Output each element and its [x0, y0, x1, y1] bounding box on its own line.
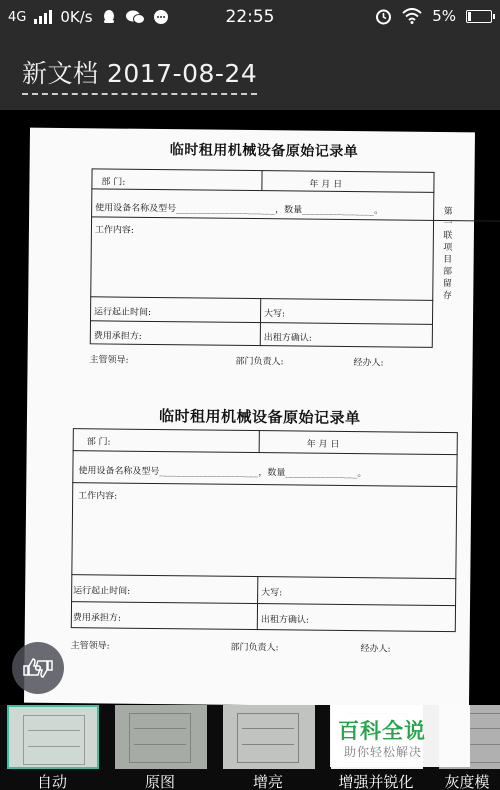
lessor-confirm-field: 出租方确认:: [260, 615, 309, 626]
handler-sign: 经办人:: [360, 644, 391, 655]
filter-label: 增强并锐化: [338, 773, 414, 790]
filter-brighten[interactable]: [218, 705, 318, 790]
scanned-page: [24, 128, 475, 705]
supervisor-sign: 主管领导:: [89, 355, 129, 366]
dept-field: 部 门:: [86, 437, 111, 448]
equipment-field: 使用设备名称及型号______________________，数量________________。: [95, 203, 384, 217]
amount-caps-field: 大写:: [264, 309, 286, 320]
filter-label: 增亮: [252, 773, 283, 790]
copy-note: 第一联 项目部留存: [442, 207, 453, 302]
payer-field: 费用承担方:: [72, 613, 121, 624]
watermark-logo: [330, 705, 470, 767]
clock: 22:55: [225, 7, 275, 27]
thumbs-up-down-icon: [21, 653, 55, 683]
amount-caps-field: 大写:: [261, 588, 283, 599]
network-speed: 0K/s: [60, 8, 93, 26]
filter-thumbnail: [7, 705, 99, 769]
payer-field: 费用承担方:: [93, 331, 142, 342]
battery-icon: [466, 10, 492, 23]
filter-original[interactable]: [110, 705, 210, 790]
feedback-button[interactable]: [12, 642, 64, 694]
status-bar: [0, 0, 500, 34]
work-content-field: 工作内容:: [78, 491, 118, 502]
dept-head-sign: 部门负责人:: [230, 642, 279, 654]
date-field: 年 月 日: [309, 179, 343, 190]
dept-field: 部 门:: [101, 177, 126, 188]
form-title: 临时租用机械设备原始记录单: [169, 142, 359, 161]
title-bar: [0, 34, 500, 110]
wifi-icon: [402, 8, 422, 24]
network-type: 4G: [8, 9, 27, 25]
alarm-icon: [375, 8, 392, 25]
document-preview: [0, 110, 500, 705]
filter-label: 原图: [144, 773, 175, 790]
form-title: 临时租用机械设备原始记录单: [158, 407, 361, 428]
filter-label: 自动: [36, 773, 67, 790]
handler-sign: 经办人:: [353, 358, 384, 369]
equipment-field: 使用设备名称及型号______________________，数量________________。: [78, 466, 367, 480]
work-content-field: 工作内容:: [94, 225, 135, 236]
run-time-field: 运行起止时间:: [94, 307, 152, 318]
date-field: 年 月 日: [306, 439, 340, 450]
watermark-subtitle: 助你轻松解决: [344, 745, 423, 759]
watermark-title: 百科全说: [338, 719, 426, 743]
record-form: [30, 128, 475, 369]
battery-percent: 5%: [432, 7, 456, 25]
run-time-field: 运行起止时间:: [73, 586, 131, 597]
dept-head-sign: 部门负责人:: [235, 356, 284, 368]
document-title[interactable]: 新文档 2017-08-24: [22, 54, 257, 95]
filter-auto[interactable]: [2, 705, 102, 790]
filter-label: 灰度模: [444, 773, 490, 790]
lessor-confirm-field: 出租方确认:: [263, 333, 312, 344]
supervisor-sign: 主管领导:: [70, 641, 110, 652]
